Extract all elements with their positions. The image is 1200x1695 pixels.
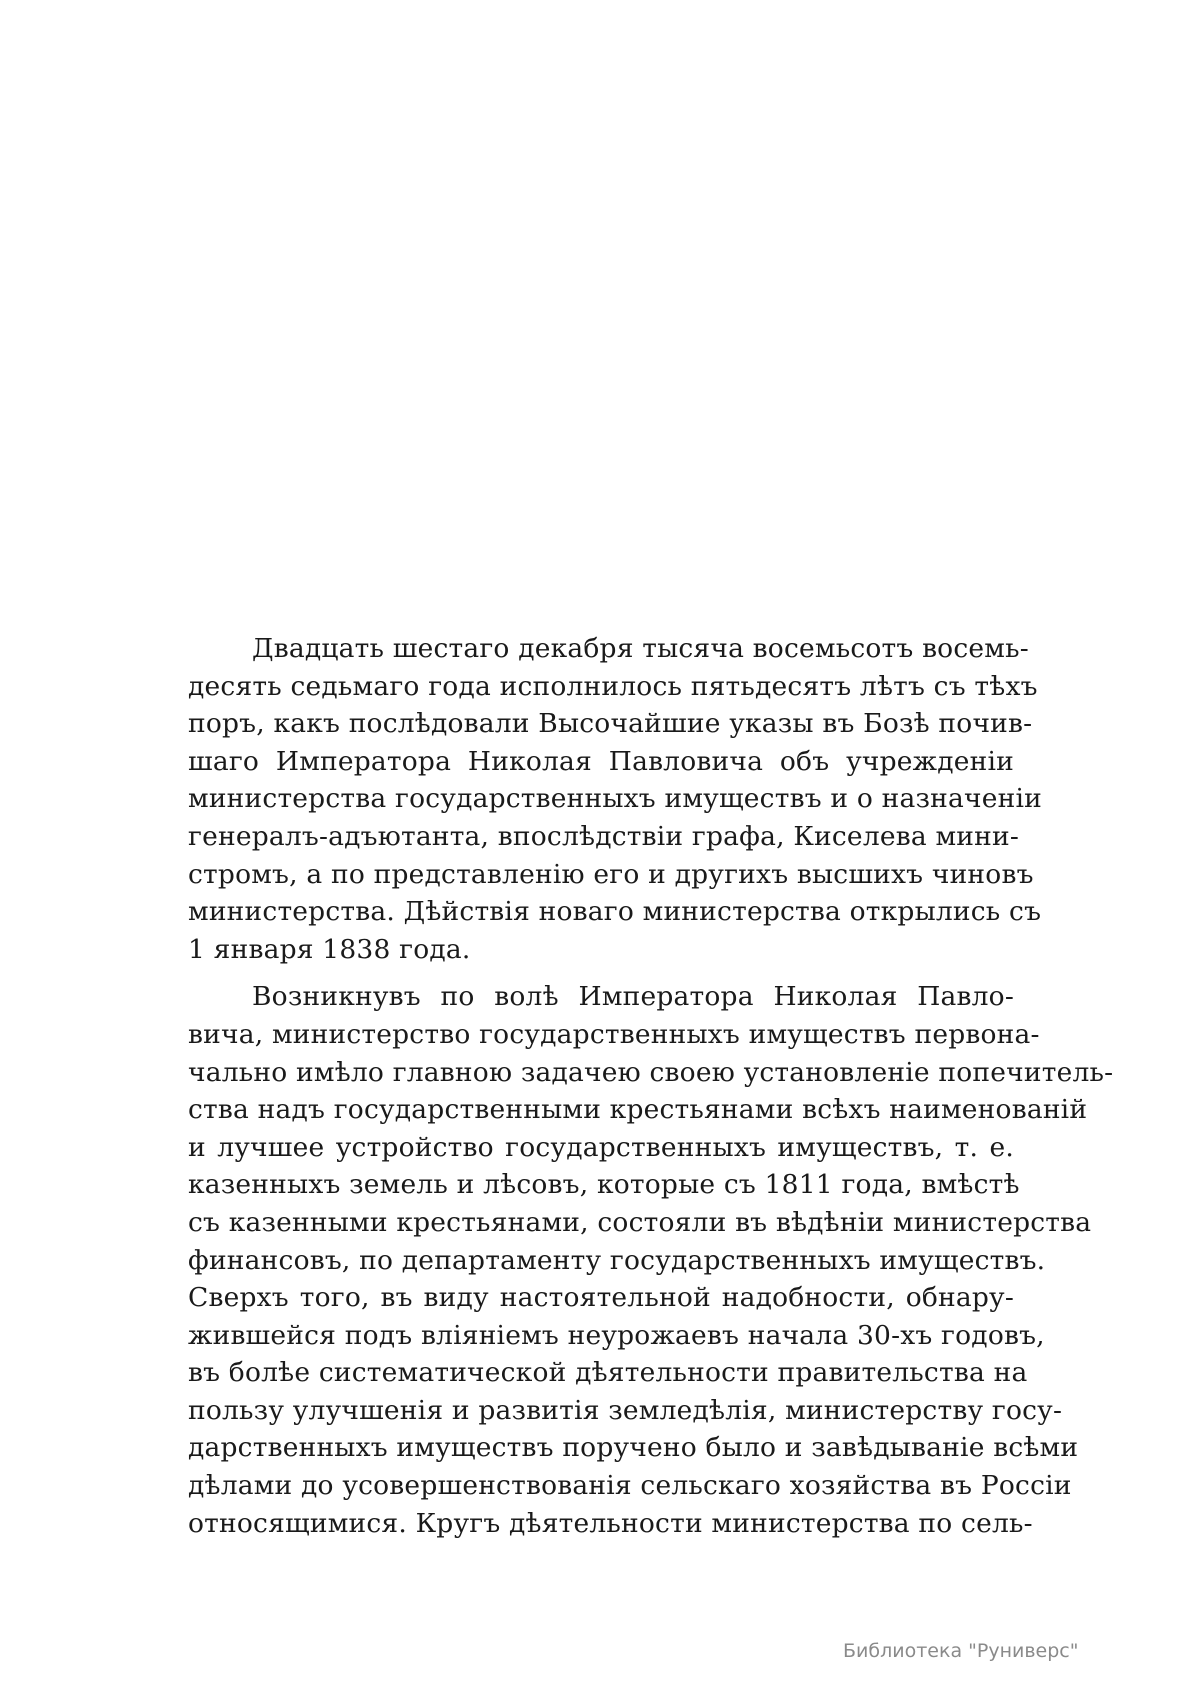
text-line: пользу улучшенія и развитія земледѣлія, министерству госу- (188, 1394, 1063, 1426)
text-line: съ казенными крестьянами, состояли въ вѣдѣніи министерства (188, 1206, 1092, 1238)
text-line: вича, министерство государственныхъ имуществъ первона- (188, 1018, 1040, 1050)
text-line: министерства государственныхъ имуществъ и о назначеніи (188, 783, 1043, 815)
text-line: и лучшее устройство государственныхъ имуществъ, т. е. (188, 1131, 1014, 1163)
library-watermark: Библиотека "Руниверс" (843, 1640, 1079, 1662)
text-line: казенныхъ земель и лѣсовъ, которые съ 1811 года, вмѣстѣ (188, 1169, 1020, 1201)
text-line: чально имѣло главною задачею своею установленіе попечитель- (188, 1056, 1114, 1088)
text-line: поръ, какъ послѣдовали Высочайшие указы въ Бозѣ почив- (188, 708, 1033, 740)
text-line: министерства. Дѣйствія новаго министерства открылись съ (188, 896, 1042, 928)
text-line: дѣлами до усовершенствованія сельскаго хозяйства въ Россіи (188, 1470, 1072, 1502)
text-line: десять седьмаго года исполнилось пятьдесятъ лѣтъ съ тѣхъ (188, 670, 1038, 702)
paragraph-gap (188, 968, 1014, 978)
text-line: финансовъ, по департаменту государственныхъ имуществъ. (188, 1244, 1046, 1276)
text-line: относящимися. Кругъ дѣятельности министерства по сель- (188, 1507, 1033, 1539)
text-line: жившейся подъ вліяніемъ неурожаевъ начала 30-хъ годовъ, (188, 1319, 1045, 1351)
text-line: Возникнувъ по волѣ Императора Николая Павло- (252, 981, 1014, 1013)
text-line: Сверхъ того, въ виду настоятельной надобности, обнару- (188, 1282, 1014, 1314)
text-line: ства надъ государственными крестьянами всѣхъ наименованій (188, 1094, 1088, 1126)
paragraph-1 (188, 630, 1043, 968)
text-line: стромъ, а по представленію его и другихъ высшихъ чиновъ (188, 858, 1034, 890)
text-line: дарственныхъ имуществъ поручено было и завѣдываніе всѣми (188, 1432, 1079, 1464)
text-line: въ болѣе систематической дѣятельности правительства на (188, 1357, 1028, 1389)
page-text (188, 630, 1114, 1542)
text-line: шаго Императора Николая Павловича объ учрежденіи (188, 745, 1014, 777)
paragraph-2 (188, 978, 1114, 1542)
text-line: генералъ-адъютанта, впослѣдствіи графа, Киселева мини- (188, 820, 1020, 852)
text-line: 1 января 1838 года. (188, 933, 471, 965)
text-line: Двадцать шестаго декабря тысяча восемьсотъ восемь- (252, 633, 1029, 664)
